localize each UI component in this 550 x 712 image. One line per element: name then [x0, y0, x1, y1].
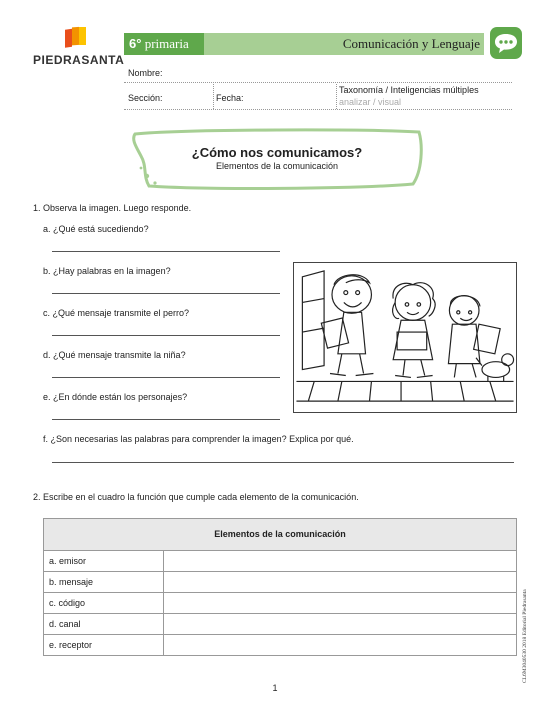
answer-line-b[interactable]	[52, 293, 280, 294]
table-row	[43, 614, 517, 635]
answer-line-a[interactable]	[52, 251, 280, 252]
piedrasanta-logo-icon	[63, 26, 89, 52]
grade-tab	[124, 33, 204, 55]
name-line[interactable]	[124, 82, 512, 83]
table-row-label: a. emisor	[44, 551, 164, 571]
cartoon-illustration	[293, 262, 517, 413]
exercise2-prompt: 2. Escribe en el cuadro la función que cumple cada elemento de la comunicación.	[33, 492, 359, 502]
table-row	[43, 593, 517, 614]
section-label: Sección:	[128, 93, 163, 103]
question-e: e. ¿En dónde están los personajes?	[43, 392, 188, 402]
question-b: b. ¿Hay palabras en la imagen?	[43, 266, 171, 276]
page-title: ¿Cómo nos comunicamos?	[191, 145, 363, 160]
table-row-label: e. receptor	[44, 635, 164, 655]
page-subtitle: Elementos de la comunicación	[215, 161, 339, 171]
side-copyright-text: CL6M3040530 2018 Editorial Piedrasanta	[522, 589, 528, 683]
table-row	[43, 551, 517, 572]
exercise1-prompt: 1. Observa la imagen. Luego responde.	[33, 203, 192, 213]
subject-title: Comunicación y Lenguaje	[342, 36, 480, 51]
grade-word: primaria	[144, 36, 189, 51]
chat-bubble-icon	[489, 26, 523, 60]
question-c: c. ¿Qué mensaje transmite el perro?	[43, 308, 190, 318]
table-row	[43, 635, 517, 656]
name-label: Nombre:	[128, 68, 163, 78]
table-row-label: c. código	[44, 593, 164, 613]
section-line[interactable]	[124, 109, 512, 110]
question-a: a. ¿Qué está sucediendo?	[43, 224, 149, 234]
question-f: f. ¿Son necesarias las palabras para comprender la imagen? Explica por qué.	[43, 434, 354, 444]
grade-number: 6°	[129, 36, 142, 51]
answer-line-f[interactable]	[52, 462, 514, 463]
taxonomy-sub: analizar / visual	[339, 97, 402, 107]
table-row-label: b. mensaje	[44, 572, 164, 592]
brand-name: PIEDRASANTA	[33, 53, 125, 67]
side-copyright-note	[519, 555, 529, 685]
answer-line-d[interactable]	[52, 377, 280, 378]
section-divider	[213, 84, 214, 109]
table-header: Elementos de la comunicación	[43, 518, 517, 551]
table-row	[43, 572, 517, 593]
question-d: d. ¿Qué mensaje transmite la niña?	[43, 350, 186, 360]
taxonomy-label: Taxonomía / Inteligencias múltiples	[339, 85, 479, 95]
page-number: 1	[272, 683, 278, 693]
table-row-label: d. canal	[44, 614, 164, 634]
date-label: Fecha:	[216, 93, 244, 103]
date-divider	[336, 84, 337, 109]
answer-line-c[interactable]	[52, 335, 280, 336]
answer-line-e[interactable]	[52, 419, 280, 420]
